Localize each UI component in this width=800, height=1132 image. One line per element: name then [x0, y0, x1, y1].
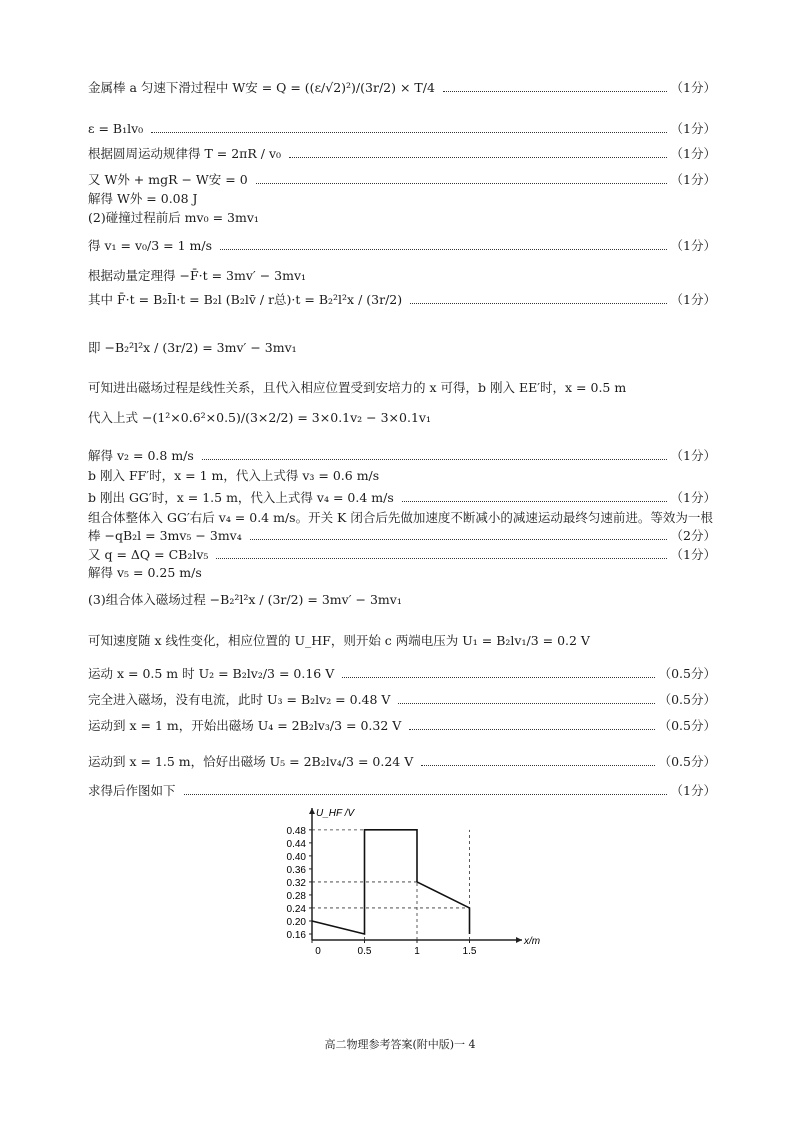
score-label: （1分） [670, 490, 716, 505]
answer-text: 可知速度随 x 线性变化，相应位置的 U_HF，则开始 c 两端电压为 U₁ = B₂lv₁/3 = 0.2 V [88, 633, 590, 648]
answer-line [88, 340, 716, 356]
y-tick-label: 0.36 [286, 864, 306, 876]
answer-text: (3)组合体入磁场过程 −B₂²l²x / (3r/2) = 3mv′ − 3mv₁ [88, 592, 402, 607]
answer-line [88, 146, 716, 162]
answer-text: 又 q = ΔQ = CB₂lv₅ [88, 547, 209, 562]
leader-dots [216, 557, 666, 559]
answer-text: 解得 W外 = 0.08 J [88, 191, 198, 206]
leader-dots [342, 676, 654, 678]
score-label: （1分） [670, 172, 716, 187]
y-tick-label: 0.24 [286, 903, 306, 915]
answer-text: b 刚出 GG′时，x = 1.5 m，代入上式得 v₄ = 0.4 m/s [88, 490, 394, 505]
score-label: （1分） [670, 448, 716, 463]
leader-dots [398, 702, 654, 704]
answer-line [88, 666, 716, 682]
answer-text: 得 v₁ = v₀/3 = 1 m/s [88, 238, 213, 253]
score-label: （0.5分） [658, 666, 716, 681]
answer-text: 金属棒 a 匀速下滑过程中 W安 = Q = ((ε/√2)²)/(3r/2) × T/4 [88, 80, 435, 95]
y-tick-label: 0.28 [286, 890, 306, 902]
leader-dots [151, 131, 666, 133]
answer-text: 解得 v₂ = 0.8 m/s [88, 448, 194, 463]
score-label: （0.5分） [658, 754, 716, 769]
answer-line [88, 692, 716, 708]
answer-line [88, 80, 716, 96]
answer-text: 即 −B₂²l²x / (3r/2) = 3mv′ − 3mv₁ [88, 340, 297, 355]
y-axis-arrow [309, 808, 315, 814]
answer-text: 根据圆周运动规律得 T = 2πR / v₀ [88, 146, 282, 161]
answer-text: 组合体整体入 GG′右后 v₄ = 0.4 m/s。开关 K 闭合后先做加速度不断减小的减速运动最终匀速前进。等效为一根 [88, 510, 713, 525]
answer-text: 完全进入磁场，没有电流，此时 U₃ = B₂lv₂ = 0.48 V [88, 692, 391, 707]
answer-text: 根据动量定理得 −F̄·t = 3mv′ − 3mv₁ [88, 268, 307, 283]
leader-dots [409, 728, 654, 730]
answer-line [88, 528, 716, 544]
answer-text: ε = B₁lv₀ [88, 121, 144, 136]
answer-line [88, 510, 716, 526]
leader-dots [421, 764, 654, 766]
y-tick-label: 0.16 [286, 930, 306, 941]
answer-text: 解得 v₅ = 0.25 m/s [88, 565, 202, 580]
answer-line [88, 547, 716, 563]
y-tick-label: 0.48 [286, 825, 306, 837]
x-tick-label: 0.5 [357, 946, 372, 957]
answer-text: 其中 F̄·t = B₂Īl·t = B₂l (B₂lv̄ / r总)·t = B₂²l²x / (3r/2) [88, 292, 403, 307]
answer-line [88, 633, 716, 649]
answer-line [88, 468, 716, 484]
leader-dots [410, 302, 666, 304]
answer-line [88, 448, 716, 464]
y-tick-label: 0.40 [286, 851, 306, 863]
answer-line [88, 592, 716, 608]
answer-line [88, 718, 716, 734]
score-label: （1分） [670, 121, 716, 136]
x-tick-label: 0 [315, 946, 321, 957]
y-axis-label: U_HF /V [316, 808, 355, 819]
answer-text: (2)碰撞过程前后 mv₀ = 3mv₁ [88, 210, 259, 225]
answer-text: 代入上式 −(1²×0.6²×0.5)/(3×2/2) = 3×0.1v₂ − 3×0.1v₁ [88, 410, 431, 425]
score-label: （1分） [670, 80, 716, 95]
answer-line [88, 380, 716, 396]
answer-line [88, 268, 716, 284]
y-tick-label: 0.20 [286, 916, 306, 928]
answer-line [88, 490, 716, 506]
answer-line [88, 210, 716, 226]
u-x-chart [262, 800, 541, 960]
leader-dots [289, 156, 667, 158]
answer-line [88, 172, 716, 188]
leader-dots [402, 500, 667, 502]
leader-dots [256, 182, 667, 184]
answer-text: 求得后作图如下 [88, 783, 176, 798]
y-tick-label: 0.44 [286, 838, 306, 850]
x-axis-arrow [516, 937, 522, 943]
answer-text: 运动 x = 0.5 m 时 U₂ = B₂lv₂/3 = 0.16 V [88, 666, 335, 681]
answer-line [88, 754, 716, 770]
answer-line [88, 565, 716, 581]
x-tick-label: 1 [414, 946, 420, 957]
page-footer: 高二物理参考答案(附中版)一 4 [324, 1038, 476, 1051]
score-label: （2分） [670, 528, 716, 543]
answer-line [88, 121, 716, 137]
y-tick-label: 0.32 [286, 877, 306, 889]
answer-text: 运动到 x = 1 m，开始出磁场 U₄ = 2B₂lv₃/3 = 0.32 V [88, 718, 402, 733]
answer-text: 运动到 x = 1.5 m，恰好出磁场 U₅ = 2B₂lv₄/3 = 0.24 V [88, 754, 414, 769]
score-label: （1分） [670, 292, 716, 307]
score-label: （1分） [670, 783, 716, 798]
answer-text: 棒 −qB₂l = 3mv₅ − 3mv₄ [88, 528, 242, 543]
score-label: （1分） [670, 146, 716, 161]
answer-text: b 刚入 FF′时，x = 1 m，代入上式得 v₃ = 0.6 m/s [88, 468, 380, 483]
leader-dots [250, 538, 667, 540]
leader-dots [220, 248, 667, 250]
leader-dots [184, 793, 667, 795]
leader-dots [443, 90, 667, 92]
answer-line [88, 238, 716, 254]
answer-line [88, 191, 716, 207]
answer-line [88, 783, 716, 799]
answer-text: 可知进出磁场过程是线性关系，且代入相应位置受到安培力的 x 可得，b 刚入 EE′时，x = 0.5 m [88, 380, 627, 395]
leader-dots [202, 458, 667, 460]
answer-line [88, 410, 716, 426]
score-label: （1分） [670, 238, 716, 253]
x-axis-label: x/m [524, 936, 541, 947]
answer-line [88, 292, 716, 308]
score-label: （1分） [670, 547, 716, 562]
score-label: （0.5分） [658, 718, 716, 733]
score-label: （0.5分） [658, 692, 716, 707]
x-tick-label: 1.5 [462, 946, 477, 957]
answer-text: 又 W外 + mgR − W安 = 0 [88, 172, 248, 187]
